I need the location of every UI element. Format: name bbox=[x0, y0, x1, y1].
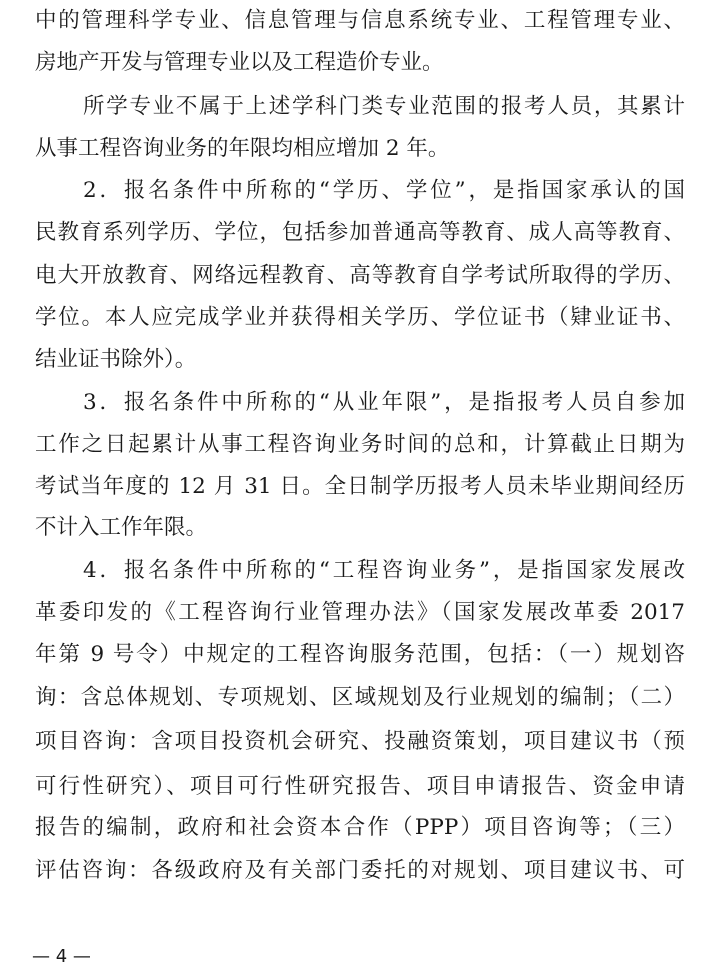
text-line-21: 评估咨询：各级政府及有关部门委托的对规划、项目建议书、可 bbox=[35, 858, 685, 883]
page-number: — 4 — bbox=[32, 946, 91, 967]
text-line-13: 不计入工作年限。 bbox=[35, 515, 208, 540]
paragraph-4-start: 4．报名条件中所称的“工程咨询业务”，是指国家发展改 bbox=[83, 558, 685, 583]
text-line-1: 中的管理科学专业、信息管理与信息系统专业、工程管理专业、 bbox=[35, 8, 685, 33]
text-line-19: 可行性研究）、项目可行性研究报告、项目申请报告、资金申请 bbox=[35, 774, 685, 799]
text-line-9: 结业证书除外）。 bbox=[35, 347, 197, 372]
text-line-18: 项目咨询：含项目投资机会研究、投融资策划，项目建议书（预 bbox=[35, 729, 685, 754]
text-line-15: 革委印发的《工程咨询行业管理办法》（国家发展改革委 2017 bbox=[35, 600, 685, 625]
text-line-20: 报告的编制，政府和社会资本合作（PPP）项目咨询等；（三） bbox=[35, 815, 685, 840]
text-line-7: 电大开放教育、网络远程教育、高等教育自学考试所取得的学历、 bbox=[35, 263, 685, 288]
text-line-12: 考试当年度的 12 月 31 日。全日制学历报考人员未毕业期间经历 bbox=[35, 474, 685, 499]
text-line-3: 所学专业不属于上述学科门类专业范围的报考人员，其累计 bbox=[83, 94, 685, 119]
text-line-8: 学位。本人应完成学业并获得相关学历、学位证书（肄业证书、 bbox=[35, 305, 685, 330]
text-line-4: 从事工程咨询业务的年限均相应增加 2 年。 bbox=[35, 136, 450, 161]
paragraph-3-start: 3．报名条件中所称的“从业年限”，是指报考人员自参加 bbox=[83, 390, 685, 415]
paragraph-2-start: 2．报名条件中所称的“学历、学位”，是指国家承认的国 bbox=[83, 178, 685, 203]
text-line-16: 年第 9 号令）中规定的工程咨询服务范围，包括：（一）规划咨 bbox=[35, 642, 685, 667]
text-line-6: 民教育系列学历、学位，包括参加普通高等教育、成人高等教育、 bbox=[35, 220, 685, 245]
text-line-2: 房地产开发与管理专业以及工程造价专业。 bbox=[35, 50, 444, 75]
text-line-17: 询：含总体规划、专项规划、区域规划及行业规划的编制；（二） bbox=[35, 685, 685, 710]
text-line-11: 工作之日起累计从事工程咨询业务时间的总和，计算截止日期为 bbox=[35, 432, 685, 457]
